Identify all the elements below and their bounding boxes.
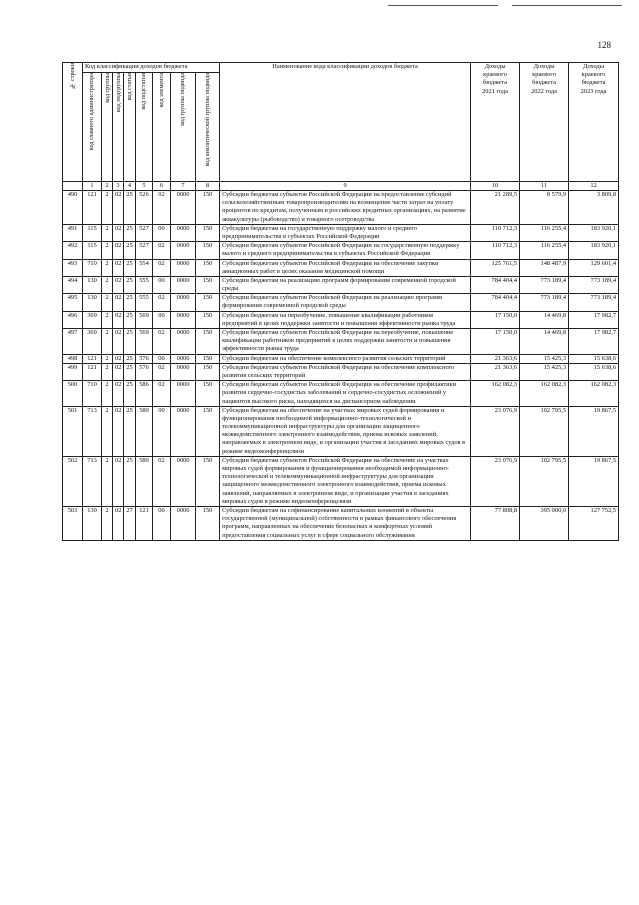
code-subarticle-cell: 555 xyxy=(136,294,153,311)
page-number: 128 xyxy=(597,40,611,50)
classification-group-header: Код классификации доходов бюджета xyxy=(83,63,220,73)
row-number-cell: 496 xyxy=(63,311,83,328)
row-number-cell: 492 xyxy=(63,242,83,259)
column-number: 8 xyxy=(196,182,220,191)
code-group-cell: 2 xyxy=(102,354,113,363)
code-subarticle-cell: 121 xyxy=(136,506,153,540)
revenue-2022-cell: 116 255,4 xyxy=(520,224,569,241)
code-analytic-cell: 150 xyxy=(196,354,220,363)
table-row xyxy=(63,406,619,456)
column-number: 2 xyxy=(102,182,113,191)
code-group-header: код группы xyxy=(102,73,113,182)
code-subtype-cell: 0000 xyxy=(171,406,196,456)
name-column-header: Наименование кода классификации доходов бюджета xyxy=(220,63,471,182)
code-analytic-cell: 150 xyxy=(196,506,220,540)
code-analytic-cell: 150 xyxy=(196,276,220,293)
code-element-header: код элемента xyxy=(153,73,171,182)
revenue-2021-cell: 125 761,5 xyxy=(471,259,520,276)
code-admin-cell: 369 xyxy=(83,311,102,328)
row-number-cell: 497 xyxy=(63,329,83,355)
revenue-2023-cell: 19 867,5 xyxy=(569,456,619,506)
code-article-header: код статьи xyxy=(124,73,136,182)
code-subgroup-cell: 02 xyxy=(113,311,124,328)
revenue-2023-cell: 773 189,4 xyxy=(569,276,619,293)
revenue-2023-cell: 3 809,8 xyxy=(569,191,619,225)
code-group-cell: 2 xyxy=(102,294,113,311)
code-analytic-cell: 150 xyxy=(196,456,220,506)
code-article-cell: 25 xyxy=(124,311,136,328)
code-article-cell: 25 xyxy=(124,191,136,225)
revenue-name-cell: Субсидии бюджетам на государственную поддержку малого и среднего предпринимательства в субъектах Российской Федерации xyxy=(220,224,471,241)
code-group-cell: 2 xyxy=(102,506,113,540)
year-2023-header: Доходы краевого бюджета 2023 года xyxy=(569,63,619,182)
code-article-cell: 25 xyxy=(124,456,136,506)
code-element-cell: 02 xyxy=(153,363,171,380)
code-article-cell: 25 xyxy=(124,329,136,355)
revenue-name-cell: Субсидии бюджетам субъектов Российской Федерации на обеспечение закупки авиационных работ в целях оказания медицинской помощи xyxy=(220,259,471,276)
code-group-cell: 2 xyxy=(102,276,113,293)
code-group-cell: 2 xyxy=(102,259,113,276)
code-element-cell: 02 xyxy=(153,294,171,311)
revenue-2022-cell: 8 579,9 xyxy=(520,191,569,225)
code-article-cell: 27 xyxy=(124,506,136,540)
code-element-cell: 02 xyxy=(153,242,171,259)
code-article-cell: 25 xyxy=(124,224,136,241)
code-subtype-cell: 0000 xyxy=(171,311,196,328)
code-group-cell: 2 xyxy=(102,329,113,355)
code-element-cell: 02 xyxy=(153,329,171,355)
code-analytic-cell: 150 xyxy=(196,259,220,276)
revenue-2021-cell: 17 150,0 xyxy=(471,329,520,355)
column-number: 10 xyxy=(471,182,520,191)
code-subgroup-header: код подгруппы xyxy=(113,73,124,182)
code-analytic-cell: 150 xyxy=(196,329,220,355)
code-analytic-cell: 150 xyxy=(196,294,220,311)
revenue-2022-cell: 15 425,3 xyxy=(520,363,569,380)
code-analytic-cell: 150 xyxy=(196,406,220,456)
code-element-cell: 00 xyxy=(153,224,171,241)
code-subarticle-header: код подстатьи xyxy=(136,73,153,182)
table-row xyxy=(63,311,619,328)
code-subgroup-cell: 02 xyxy=(113,276,124,293)
code-admin-cell: 369 xyxy=(83,329,102,355)
revenue-2022-cell: 148 487,9 xyxy=(520,259,569,276)
revenue-2021-cell: 17 150,0 xyxy=(471,311,520,328)
table-body xyxy=(63,191,619,541)
code-admin-cell: 121 xyxy=(83,354,102,363)
code-subgroup-cell: 02 xyxy=(113,354,124,363)
revenue-name-cell: Субсидии бюджетам субъектов Российской Федерации на государственную поддержку малого и среднего предпринимательства в субъектах Российской Федерации xyxy=(220,242,471,259)
code-subgroup-cell: 02 xyxy=(113,259,124,276)
code-group-cell: 2 xyxy=(102,406,113,456)
revenue-name-cell: Субсидии бюджетам субъектов Российской Федерации на предоставление субсидий сельскохозяйственным товаропроизводителям на возмещение части затрат на уплату процентов по кредитам, полученным в российских кредитных организациях, на развитие аквакультуры (рыбоводство) и товарного осетроводства xyxy=(220,191,471,225)
revenue-2021-cell: 23 076,9 xyxy=(471,456,520,506)
code-element-cell: 02 xyxy=(153,259,171,276)
row-number-cell: 501 xyxy=(63,406,83,456)
row-number-cell: 490 xyxy=(63,191,83,225)
column-number: 11 xyxy=(520,182,569,191)
revenue-2021-cell: 110 712,3 xyxy=(471,242,520,259)
code-subgroup-cell: 02 xyxy=(113,294,124,311)
code-admin-cell: 713 xyxy=(83,456,102,506)
revenue-name-cell: Субсидии бюджетам субъектов Российской Федерации на обеспечение профилактики развития сердечно-сосудистых заболеваний и сердечно-сосудистых осложнений у пациентов высокого риска, находящихся на диспансерном наблюдении xyxy=(220,381,471,407)
column-number: 1 xyxy=(83,182,102,191)
code-element-cell: 00 xyxy=(153,354,171,363)
code-subgroup-cell: 02 xyxy=(113,224,124,241)
column-number-blank xyxy=(63,182,83,191)
code-subgroup-cell: 02 xyxy=(113,329,124,355)
row-number-header: № строки xyxy=(63,63,83,182)
revenue-2021-cell: 21 363,6 xyxy=(471,363,520,380)
table-row xyxy=(63,259,619,276)
row-number-cell: 493 xyxy=(63,259,83,276)
revenue-2021-cell: 784 404,4 xyxy=(471,276,520,293)
row-number-cell: 494 xyxy=(63,276,83,293)
revenue-2022-cell: 395 000,0 xyxy=(520,506,569,540)
code-subgroup-cell: 02 xyxy=(113,506,124,540)
revenue-2021-cell: 784 404,4 xyxy=(471,294,520,311)
revenue-2023-cell: 17 982,7 xyxy=(569,329,619,355)
revenue-2022-cell: 116 255,4 xyxy=(520,242,569,259)
code-subgroup-cell: 02 xyxy=(113,381,124,407)
code-group-cell: 2 xyxy=(102,311,113,328)
table-row xyxy=(63,276,619,293)
code-article-cell: 25 xyxy=(124,354,136,363)
code-subtype-cell: 0000 xyxy=(171,363,196,380)
code-analytic-cell: 150 xyxy=(196,224,220,241)
table-row xyxy=(63,191,619,225)
revenue-2022-cell: 773 189,4 xyxy=(520,276,569,293)
code-group-cell: 2 xyxy=(102,381,113,407)
table-row xyxy=(63,354,619,363)
revenue-2023-cell: 162 082,3 xyxy=(569,381,619,407)
year-2022-header: Доходы краевого бюджета 2022 года xyxy=(520,63,569,182)
code-subtype-cell: 0000 xyxy=(171,191,196,225)
code-subgroup-cell: 02 xyxy=(113,406,124,456)
code-subtype-cell: 0000 xyxy=(171,329,196,355)
revenue-2022-cell: 14 469,8 xyxy=(520,311,569,328)
code-element-cell: 00 xyxy=(153,506,171,540)
code-article-cell: 25 xyxy=(124,406,136,456)
code-subtype-header: код группы подвида xyxy=(171,73,196,182)
revenue-name-cell: Субсидии бюджетам на обеспечение на участках мировых судей формирования и функционирования необходимой информационно-технологической и телекоммуникационной инфраструктуры для организации защищенного межведомственного электронного взаимодействия, приема исковых заявлений, направляемых в электронном виде, и организации участия в заседаниях мировых судов в режиме видеоконференцсвязи xyxy=(220,406,471,456)
code-admin-cell: 121 xyxy=(83,363,102,380)
top-rule-right xyxy=(512,5,622,6)
revenue-2021-cell: 110 712,3 xyxy=(471,224,520,241)
code-admin-cell: 130 xyxy=(83,506,102,540)
code-element-cell: 00 xyxy=(153,311,171,328)
revenue-2021-cell: 23 076,9 xyxy=(471,406,520,456)
row-number-cell: 499 xyxy=(63,363,83,380)
revenue-2023-cell: 773 189,4 xyxy=(569,294,619,311)
code-element-cell: 02 xyxy=(153,381,171,407)
code-analytic-cell: 150 xyxy=(196,242,220,259)
revenue-2023-cell: 183 920,1 xyxy=(569,224,619,241)
code-analytic-cell: 150 xyxy=(196,191,220,225)
code-analytic-header: код аналитической группы подвида xyxy=(196,73,220,182)
revenue-2023-cell: 19 867,5 xyxy=(569,406,619,456)
code-group-cell: 2 xyxy=(102,363,113,380)
column-number: 6 xyxy=(153,182,171,191)
column-number: 3 xyxy=(113,182,124,191)
revenue-2023-cell: 15 638,6 xyxy=(569,363,619,380)
revenue-2023-cell: 183 920,1 xyxy=(569,242,619,259)
code-subarticle-cell: 589 xyxy=(136,406,153,456)
code-admin-cell: 710 xyxy=(83,381,102,407)
code-group-cell: 2 xyxy=(102,456,113,506)
code-subtype-cell: 0000 xyxy=(171,259,196,276)
code-element-cell: 02 xyxy=(153,191,171,225)
row-number-cell: 500 xyxy=(63,381,83,407)
table-row xyxy=(63,381,619,407)
code-subarticle-cell: 569 xyxy=(136,329,153,355)
column-number-row xyxy=(63,182,619,191)
code-subarticle-cell: 555 xyxy=(136,276,153,293)
revenue-2022-cell: 773 189,4 xyxy=(520,294,569,311)
table-row xyxy=(63,294,619,311)
code-subarticle-cell: 526 xyxy=(136,191,153,225)
row-number-cell: 498 xyxy=(63,354,83,363)
code-group-cell: 2 xyxy=(102,242,113,259)
column-number: 4 xyxy=(124,182,136,191)
revenue-2022-cell: 162 082,3 xyxy=(520,381,569,407)
code-admin-cell: 115 xyxy=(83,224,102,241)
revenue-name-cell: Субсидии бюджетам субъектов Российской Федерации на переобучение, повышение квалификации работников предприятий в целях поддержки занятости и повышения эффективности рынка труда xyxy=(220,329,471,355)
revenue-name-cell: Субсидии бюджетам на софинансирование капитальных вложений в объекты государственной (муниципальной) собственности в рамках финансового обеспечения программ, направленных на обеспечение безопасных и комфортных условий предоставления социальных услуг в сфере социального обслуживания xyxy=(220,506,471,540)
code-article-cell: 25 xyxy=(124,381,136,407)
column-number: 12 xyxy=(569,182,619,191)
code-admin-header: код главного администратора xyxy=(83,73,102,182)
revenue-2023-cell: 17 982,7 xyxy=(569,311,619,328)
revenue-name-cell: Субсидии бюджетам на обеспечение комплексного развития сельских территорий xyxy=(220,354,471,363)
top-rule-left xyxy=(388,5,498,6)
code-admin-cell: 713 xyxy=(83,406,102,456)
code-subgroup-cell: 02 xyxy=(113,191,124,225)
table-row xyxy=(63,456,619,506)
code-article-cell: 25 xyxy=(124,242,136,259)
code-admin-cell: 121 xyxy=(83,191,102,225)
code-analytic-cell: 150 xyxy=(196,363,220,380)
column-number: 5 xyxy=(136,182,153,191)
revenue-2023-cell: 15 638,6 xyxy=(569,354,619,363)
table-row xyxy=(63,242,619,259)
code-article-cell: 25 xyxy=(124,276,136,293)
table-row xyxy=(63,224,619,241)
code-subarticle-cell: 576 xyxy=(136,354,153,363)
revenue-2022-cell: 15 425,3 xyxy=(520,354,569,363)
code-subgroup-cell: 02 xyxy=(113,363,124,380)
code-admin-cell: 130 xyxy=(83,276,102,293)
code-article-cell: 25 xyxy=(124,363,136,380)
revenue-name-cell: Субсидии бюджетам субъектов Российской Федерации на реализацию программ формирования современной городской среды xyxy=(220,294,471,311)
code-subgroup-cell: 02 xyxy=(113,456,124,506)
code-admin-cell: 710 xyxy=(83,259,102,276)
row-number-cell: 495 xyxy=(63,294,83,311)
revenue-2021-cell: 21 289,5 xyxy=(471,191,520,225)
code-admin-cell: 130 xyxy=(83,294,102,311)
row-number-cell: 491 xyxy=(63,224,83,241)
code-article-cell: 25 xyxy=(124,294,136,311)
year-2021-header: Доходы краевого бюджета 2021 года xyxy=(471,63,520,182)
code-subtype-cell: 0000 xyxy=(171,224,196,241)
code-subtype-cell: 0000 xyxy=(171,276,196,293)
revenue-2022-cell: 14 469,8 xyxy=(520,329,569,355)
code-subarticle-cell: 586 xyxy=(136,381,153,407)
revenue-2021-cell: 77 808,8 xyxy=(471,506,520,540)
row-number-cell: 502 xyxy=(63,456,83,506)
code-subarticle-cell: 589 xyxy=(136,456,153,506)
row-number-cell: 503 xyxy=(63,506,83,540)
revenue-classification-table xyxy=(62,62,619,541)
code-element-cell: 00 xyxy=(153,406,171,456)
revenue-2023-cell: 127 752,5 xyxy=(569,506,619,540)
revenue-2021-cell: 21 363,6 xyxy=(471,354,520,363)
code-subarticle-cell: 527 xyxy=(136,224,153,241)
revenue-name-cell: Субсидии бюджетам субъектов Российской Федерации на обеспечение комплексного развития сельских территорий xyxy=(220,363,471,380)
code-group-cell: 2 xyxy=(102,191,113,225)
table-header xyxy=(63,63,619,191)
code-subgroup-cell: 02 xyxy=(113,242,124,259)
code-subarticle-cell: 576 xyxy=(136,363,153,380)
code-subtype-cell: 0000 xyxy=(171,294,196,311)
code-group-cell: 2 xyxy=(102,224,113,241)
code-subtype-cell: 0000 xyxy=(171,354,196,363)
revenue-2021-cell: 162 082,3 xyxy=(471,381,520,407)
table-row xyxy=(63,506,619,540)
code-element-cell: 00 xyxy=(153,276,171,293)
code-admin-cell: 115 xyxy=(83,242,102,259)
table-row xyxy=(63,363,619,380)
code-analytic-cell: 150 xyxy=(196,311,220,328)
code-subarticle-cell: 569 xyxy=(136,311,153,328)
code-subtype-cell: 0000 xyxy=(171,242,196,259)
revenue-name-cell: Субсидии бюджетам на реализацию программ формирования современной городской среды xyxy=(220,276,471,293)
code-subarticle-cell: 554 xyxy=(136,259,153,276)
code-analytic-cell: 150 xyxy=(196,381,220,407)
revenue-name-cell: Субсидии бюджетам субъектов Российской Федерации на обеспечение на участках мировых судей формирования и функционирования необходимой информационно-технологической и телекоммуникационной инфраструктуры для организации защищенного межведомственного электронного взаимодействия, приема исковых заявлений, направляемых в электронном виде, и организации участия в заседаниях мировых судов в режиме видеоконференцсвязи xyxy=(220,456,471,506)
revenue-name-cell: Субсидии бюджетам на переобучение, повышение квалификации работников предприятий в целях поддержки занятости и повышения эффективности рынка труда xyxy=(220,311,471,328)
revenue-2023-cell: 129 601,4 xyxy=(569,259,619,276)
column-number: 7 xyxy=(171,182,196,191)
code-article-cell: 25 xyxy=(124,259,136,276)
column-number: 9 xyxy=(220,182,471,191)
code-subtype-cell: 0000 xyxy=(171,456,196,506)
table-row xyxy=(63,329,619,355)
code-subtype-cell: 0000 xyxy=(171,381,196,407)
code-subtype-cell: 0000 xyxy=(171,506,196,540)
code-element-cell: 02 xyxy=(153,456,171,506)
revenue-2022-cell: 102 795,5 xyxy=(520,456,569,506)
code-subarticle-cell: 527 xyxy=(136,242,153,259)
revenue-2022-cell: 102 795,5 xyxy=(520,406,569,456)
